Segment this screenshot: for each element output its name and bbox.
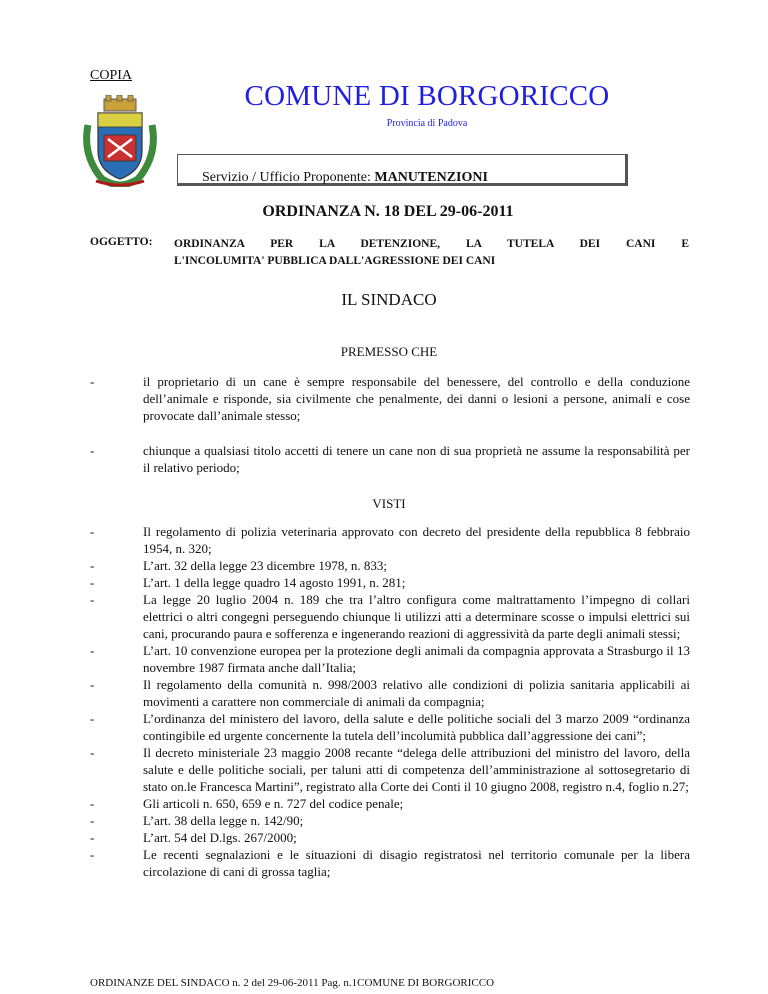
list-item xyxy=(90,557,690,574)
visti-item-text: L’art. 38 della legge n. 142/90; xyxy=(143,813,304,828)
visti-list xyxy=(90,523,690,880)
visti-item-text: L’ordinanza del ministero del lavoro, della salute e delle politiche sociali del 3 marzo 2009 “ordinanza contingibile ed urgente concernente la tutela dell’incolumità pubblica dall’aggressione dei cani”; xyxy=(143,711,690,743)
list-item xyxy=(90,523,690,557)
oggetto-text xyxy=(174,236,689,270)
list-dash: - xyxy=(90,830,95,845)
list-dash: - xyxy=(90,592,95,607)
visti-heading: VISTI xyxy=(372,496,406,511)
comune-title: COMUNE DI BORGORICCO xyxy=(244,80,610,112)
oggetto-label: OGGETTO: xyxy=(90,236,153,248)
servizio-text xyxy=(202,170,488,186)
sindaco-heading: IL SINDACO xyxy=(341,290,437,309)
list-dash: - xyxy=(90,711,95,726)
oggetto-line-1: ORDINANZA PER LA DETENZIONE, LA TUTELA DEI CANI E xyxy=(174,238,689,250)
copia-label: COPIA xyxy=(90,68,133,83)
list-dash: - xyxy=(90,677,95,692)
list-item xyxy=(90,642,690,676)
list-dash: - xyxy=(90,558,95,573)
list-dash: - xyxy=(90,847,95,862)
oggetto-line-2: L'INCOLUMITA' PUBBLICA DALL'AGRESSIONE DEI CANI xyxy=(174,255,496,267)
list-dash: - xyxy=(90,575,95,590)
list-item xyxy=(90,574,690,591)
visti-item-text: L’art. 10 convenzione europea per la protezione degli animali da compagnia approvata a Strasburgo il 13 novembre 1987 firmata anche dall’Italia; xyxy=(143,643,690,675)
visti-item-text: L’art. 54 del D.lgs. 267/2000; xyxy=(143,830,297,845)
visti-item-text: Il decreto ministeriale 23 maggio 2008 recante “delega delle attribuzioni del ministro del lavoro, della salute e delle politiche sociali, per taluni atti di competenza dell’amministrazione al sottosegretario di stato on.le Francesca Martini”, registrato alla Corte dei Conti il 10 giugno 2008, registro n.4, foglio n.27; xyxy=(143,745,690,794)
list-dash: - xyxy=(90,745,95,760)
visti-item-text: Il regolamento di polizia veterinaria approvato con decreto del presidente della repubblica 8 febbraio 1954, n. 320; xyxy=(143,524,690,556)
list-item xyxy=(90,591,690,642)
visti-item-text: L’art. 32 della legge 23 dicembre 1978, n. 833; xyxy=(143,558,387,573)
list-item xyxy=(90,812,690,829)
visti-item-text: La legge 20 luglio 2004 n. 189 che tra l’altro configura come maltrattamento l’impegno di collari elettrici o altri congegni perseguendo chiunque li utilizzi atti a determinare scosse o impulsi elettrici sui cani, procurando paura e sofferenza e ingenerando reazioni di aggressività da parte degli animali stessi; xyxy=(143,592,690,641)
list-item xyxy=(90,676,690,710)
premesso-heading: PREMESSO CHE xyxy=(340,344,438,359)
list-dash: - xyxy=(90,796,95,811)
servizio-label: Servizio / Ufficio Proponente: xyxy=(202,170,375,185)
list-item xyxy=(90,744,690,795)
premesso-item-text: il proprietario di un cane è sempre responsabile del benessere, del controllo e della conduzione dell’animale e risponde, sia civilmente che penalmente, dei danni o lesioni a persone, animali e cose provocate dall’animale stesso; xyxy=(143,374,690,423)
premesso-item xyxy=(90,373,690,424)
list-item xyxy=(90,846,690,880)
premesso-item xyxy=(90,442,690,476)
list-dash: - xyxy=(90,813,95,828)
coat-of-arms-icon xyxy=(82,95,158,187)
list-dash: - xyxy=(90,443,95,458)
visti-item-text: L’art. 1 della legge quadro 14 agosto 1991, n. 281; xyxy=(143,575,406,590)
list-dash: - xyxy=(90,374,95,389)
list-dash: - xyxy=(90,643,95,658)
premesso-item-text: chiunque a qualsiasi titolo accetti di tenere un cane non di sua proprietà ne assume la responsabilità per il relativo periodo; xyxy=(143,443,690,475)
servizio-value: MANUTENZIONI xyxy=(374,170,488,185)
list-dash: - xyxy=(90,524,95,539)
ordinanza-title: ORDINANZA N. 18 DEL 29-06-2011 xyxy=(262,203,514,220)
list-item xyxy=(90,710,690,744)
provincia-subtitle: Provincia di Padova xyxy=(386,118,468,129)
list-item xyxy=(90,829,690,846)
page-footer: ORDINANZE DEL SINDACO n. 2 del 29-06-2011 Pag. n.1COMUNE DI BORGORICCO xyxy=(90,977,495,989)
list-item xyxy=(90,795,690,812)
visti-item-text: Il regolamento della comunità n. 998/2003 relativo alle condizioni di polizia sanitaria applicabili ai movimenti a carattere non commerciale di animali da compagnia; xyxy=(143,677,690,709)
visti-item-text: Le recenti segnalazioni e le situazioni di disagio registratosi nel territorio comunale per la libera circolazione di cani di grossa taglia; xyxy=(143,847,690,879)
visti-item-text: Gli articoli n. 650, 659 e n. 727 del codice penale; xyxy=(143,796,404,811)
